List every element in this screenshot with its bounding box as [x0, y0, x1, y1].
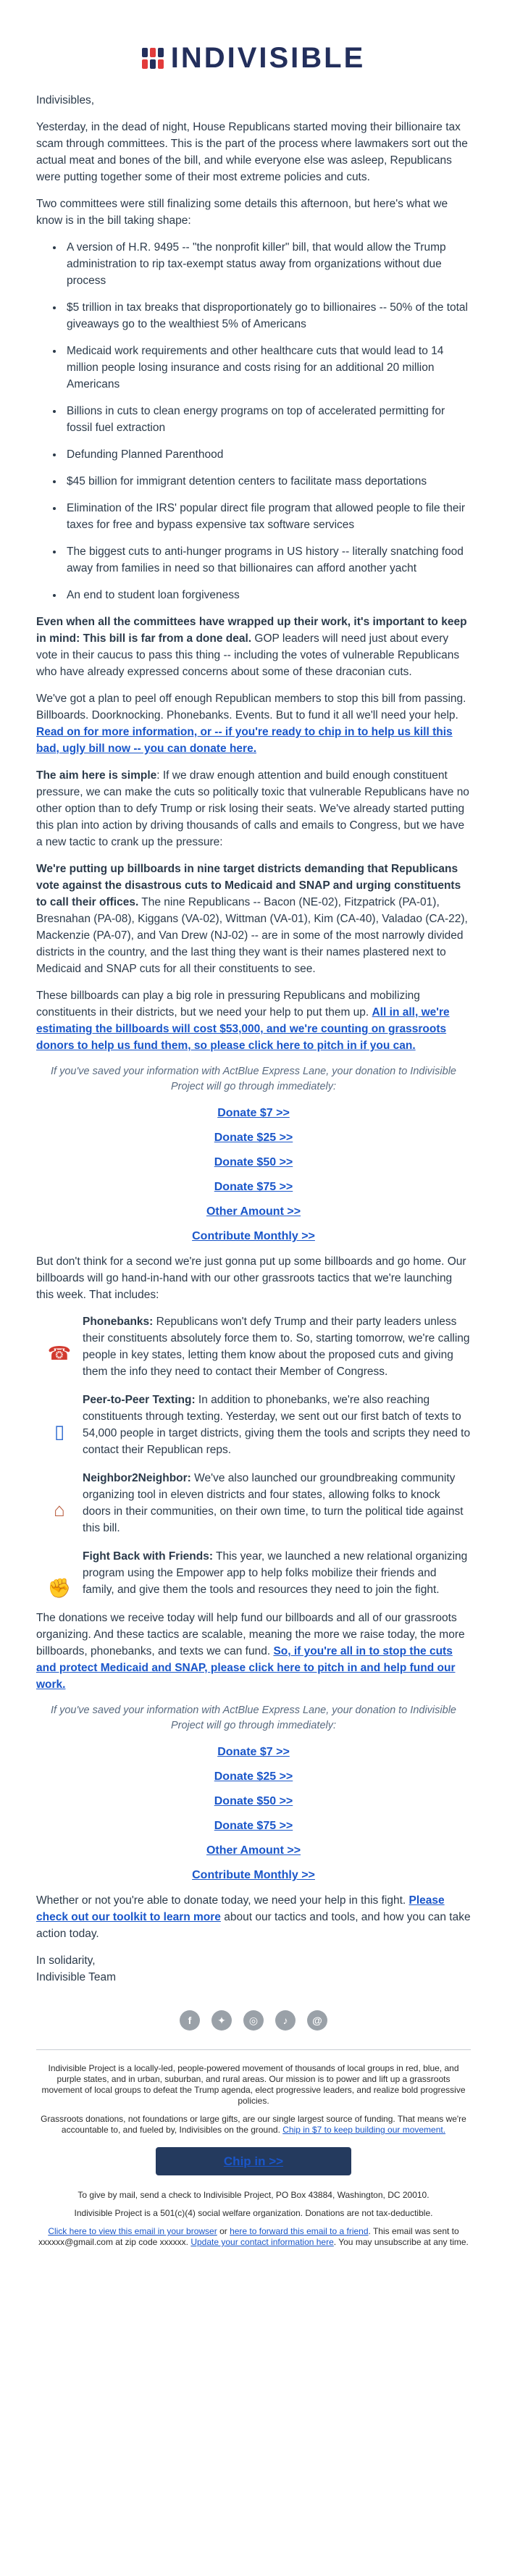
donate-25-button[interactable]: Donate $25 >> [214, 1132, 293, 1144]
tactic-neighbor2neighbor: ⌂ Neighbor2Neighbor: We've also launched our groundbreaking community organizing tool in eleven districts and four states, allowing folks to knock doors in their communities, on their own time, to turn the political tide against this bill. [36, 1470, 471, 1536]
list-item: • Medicaid work requirements and other healthcare cuts that would lead to 14 million people losing insurance and costs rising for an additional 20 million Americans [64, 343, 471, 393]
toolkit-link[interactable]: Please check out our toolkit to learn more [36, 1894, 445, 1923]
mobile-phone-icon: ▯ [54, 1421, 65, 1442]
donate-7-button[interactable]: Donate $7 >> [217, 1746, 290, 1758]
list-item: • Elimination of the IRS' popular direct file program that allowed people to file their taxes for free and bypass expensive tax software services [64, 500, 471, 533]
list-item: • An end to student loan forgiveness [64, 587, 471, 603]
indivisible-logo-icon [142, 48, 164, 69]
bluesky-icon[interactable]: ✦ [211, 2010, 232, 2031]
tactic-fight-back: ✊ Fight Back with Friends: This year, we launched a new relational organizing program using the Empower app to help folks mobilize their friends and family, and give them the tools and resources they need to join the fight. [36, 1548, 471, 1598]
signature: Indivisible Team [36, 1971, 116, 1983]
list-item: • Defunding Planned Parenthood [64, 446, 471, 463]
aim-paragraph: The aim here is simple: If we draw enough attention and build enough constituent pressure, we can make the cuts so politically toxic that vulnerable Republicans have no other option than to defy Trump or risk losing their seats. We've already started putting this plan into action by driving thousands of calls and emails to Congress, but we have a new tactic to crank up the pressure: [36, 769, 469, 848]
donate-50-button[interactable]: Donate $50 >> [214, 1795, 293, 1807]
social-links [36, 2010, 471, 2031]
chip-in-link[interactable]: Chip in $7 to keep building our movement. [282, 2125, 446, 2135]
billboards-paragraph: We're putting up billboards in nine target districts demanding that Republicans vote against the disastrous cuts to Medicaid and SNAP and urging constituents to call their offices. The nine Republicans -- Bacon (NE-02), Fitzpatrick (PA-01), Bresnahan (PA-08), Kiggans (VA-02), Wittman (VA-01), Kim (CA-40), Valadao (CA-22), Mackenzie (PA-07), and Van Drew (NJ-02) -- are in some of the most narrowly divided districts in the country, and the last thing they want is their names plastered next to Medicaid and SNAP cuts for all their constituents to see. [36, 863, 468, 975]
list-item: • $5 trillion in tax breaks that disproportionately go to billionaires -- 50% of the total giveaways go to the wealthiest 5% of Americans [64, 299, 471, 333]
donate-other-button[interactable]: Other Amount >> [206, 1205, 301, 1218]
donate-other-button[interactable]: Other Amount >> [206, 1844, 301, 1857]
tactic-phonebanks: ☎ Phonebanks: Republicans won't defy Trump and their party leaders unless their constituents absolutely force them to. So, starting tomorrow, we're calling people in key states, letting them know about the proposed cuts and giving them the info they need to contact their Member of Congress. [36, 1313, 471, 1380]
plan-paragraph: We've got a plan to peel off enough Republican members to stop this bill from passing. Billboards. Doorknocking. Phonebanks. Events. But to fund it all we'll need your help. Read on for more information, or -- if you're ready to chip in to help us kill this bad, ugly bill now -- you can donate here. [36, 693, 466, 755]
header-logo[interactable] [36, 0, 471, 92]
donate-options [36, 1744, 471, 1883]
donate-7-button[interactable]: Donate $7 >> [217, 1107, 290, 1119]
footer-about: Indivisible Project is a locally-led, people-powered movement of thousands of local groups in red, blue, and purple states, and in urban, suburban, and rural areas. Our mission is to power and lift up a grassroots movement of local groups to defeat the Trump agenda, elect progressive leaders, and realize bold progressive policies. [41, 2063, 466, 2106]
billboard-cost-paragraph: These billboards can play a big role in pressuring Republicans and mobilizing constituents in their districts, but we need your help to put them up. All in all, we're estimating the billboards will cost $53,000, and we're counting on grassroots donors to help us fund them, so please click here to pitch in if you can. [36, 990, 450, 1052]
email-content [36, 92, 471, 1986]
donate-75-button[interactable]: Donate $75 >> [214, 1181, 293, 1193]
threads-icon[interactable]: @ [307, 2010, 327, 2031]
intro-paragraph: Two committees were still finalizing some details this afternoon, but here's what we know is in the bill taking shape: [36, 198, 448, 227]
donate-link[interactable]: Read on for more information, or -- if you're ready to chip in to help us kill this bad, ugly bill now -- you can donate here. [36, 726, 453, 755]
greeting: Indivisibles, [36, 94, 95, 106]
footer-legal: Indivisible Project is a 501(c)(4) social welfare organization. Donations are not tax-deductible. [74, 2208, 433, 2218]
footer [36, 2063, 471, 2248]
not-done-paragraph: Even when all the committees have wrapped up their work, it's important to keep in mind: This bill is far from a done deal. GOP leaders will need just about every vote in their caucus to pass this thing -- including the votes of vulnerable Republicans who have already expressed concerns about some of these draconian cuts. [36, 616, 467, 678]
telephone-icon: ☎ [47, 1342, 72, 1364]
fund-work-link[interactable]: So, if you're all in to stop the cuts and protect Medicaid and SNAP, please click here to pitch in and help fund our work. [36, 1645, 456, 1691]
tactics-intro: But don't think for a second we're just gonna put up some billboards and go home. Our billboards will go hand-in-hand with our other grassroots tactics that we're launching this week. That includes: [36, 1255, 466, 1301]
forward-link[interactable]: here to forward this email to a friend [230, 2226, 369, 2236]
intro-paragraph: Yesterday, in the dead of night, House Republicans started moving their billionaire tax scam through committees. This is the part of the process where lawmakers sort out the actual meat and bones of the bill, and while everyone else was asleep, Republicans were putting together some of their most extreme policies and cuts. [36, 121, 468, 183]
facebook-icon[interactable]: f [180, 2010, 200, 2031]
flexed-biceps-icon: ✊ [47, 1577, 72, 1599]
house-icon: ⌂ [54, 1499, 65, 1521]
tactic-texting: ▯ Peer-to-Peer Texting: In addition to phonebanks, we're also reaching constituents through texting. Yesterday, we sent out our first batch of texts to 54,000 people in target districts, giving them the tools and scripts they need to contact their Republican reps. [36, 1392, 471, 1458]
bill-contents-list [36, 239, 471, 603]
list-item: • $45 billion for immigrant detention centers to facilitate mass deportations [64, 473, 471, 490]
donate-monthly-button[interactable]: Contribute Monthly >> [192, 1869, 315, 1881]
donate-monthly-button[interactable]: Contribute Monthly >> [192, 1230, 315, 1242]
donations-paragraph: The donations we receive today will help fund our billboards and all of our grassroots organizing. And these tactics are scalable, meaning the more we raise today, the more billboards, phonebanks, and texts we can fund. So, if you're all in to stop the cuts and protect Medicaid and SNAP, please click here to pitch in and help fund our work. [36, 1612, 465, 1691]
list-item: • The biggest cuts to anti-hunger programs in US history -- literally snatching food away from families in need so that billionaires can afford another yacht [64, 543, 471, 577]
donate-options [36, 1105, 471, 1245]
donate-75-button[interactable]: Donate $75 >> [214, 1820, 293, 1832]
donate-25-button[interactable]: Donate $25 >> [214, 1770, 293, 1783]
express-lane-note: If you've saved your information with ActBlue Express Lane, your donation to Indivisible Project will go through immediately: [51, 1705, 456, 1731]
footer-divider [36, 2049, 471, 2050]
footer-grassroots: Grassroots donations, not foundations or large gifts, are our single largest source of funding. That means we're accountable to, and fueled by, Indivisibles on the ground. Chip in $7 to keep building our movement. [41, 2114, 466, 2135]
footer-mail: To give by mail, send a check to Indivisible Project, PO Box 43884, Washington, DC 20010. [77, 2190, 430, 2200]
pitch-in-link[interactable]: All in all, we're estimating the billboards will cost $53,000, and we're counting on grassroots donors to help us fund them, so please click here to pitch in if you can. [36, 1006, 450, 1052]
signoff: In solidarity, [36, 1954, 96, 1967]
footer-links: Click here to view this email in your browser or here to forward this email to a friend. This email was sent to xxxxxx@gmail.com at zip code xxxxxx. Update your contact information here. You may unsubscribe at any time. [38, 2226, 469, 2247]
brand-name: INDIVISIBLE [170, 42, 366, 74]
email-body [36, 0, 471, 2248]
donate-50-button[interactable]: Donate $50 >> [214, 1156, 293, 1168]
list-item: • A version of H.R. 9495 -- "the nonprofit killer" bill, that would allow the Trump administration to rip tax-exempt status away from organizations without due process [64, 239, 471, 289]
instagram-icon[interactable]: ◎ [243, 2010, 264, 2031]
chip-in-button[interactable]: Chip in >> [156, 2147, 351, 2175]
view-in-browser-link[interactable]: Click here to view this email in your browser [48, 2226, 217, 2236]
express-lane-note: If you've saved your information with ActBlue Express Lane, your donation to Indivisible Project will go through immediately: [51, 1066, 456, 1092]
tiktok-icon[interactable]: ♪ [275, 2010, 296, 2031]
list-item: • Billions in cuts to clean energy programs on top of accelerated permitting for fossil fuel extraction [64, 403, 471, 436]
toolkit-paragraph: Whether or not you're able to donate today, we need your help in this fight. Please check out our toolkit to learn more about our tactics and tools, and how you can take action today. [36, 1894, 471, 1940]
update-contact-link[interactable]: Update your contact information here [190, 2237, 334, 2247]
